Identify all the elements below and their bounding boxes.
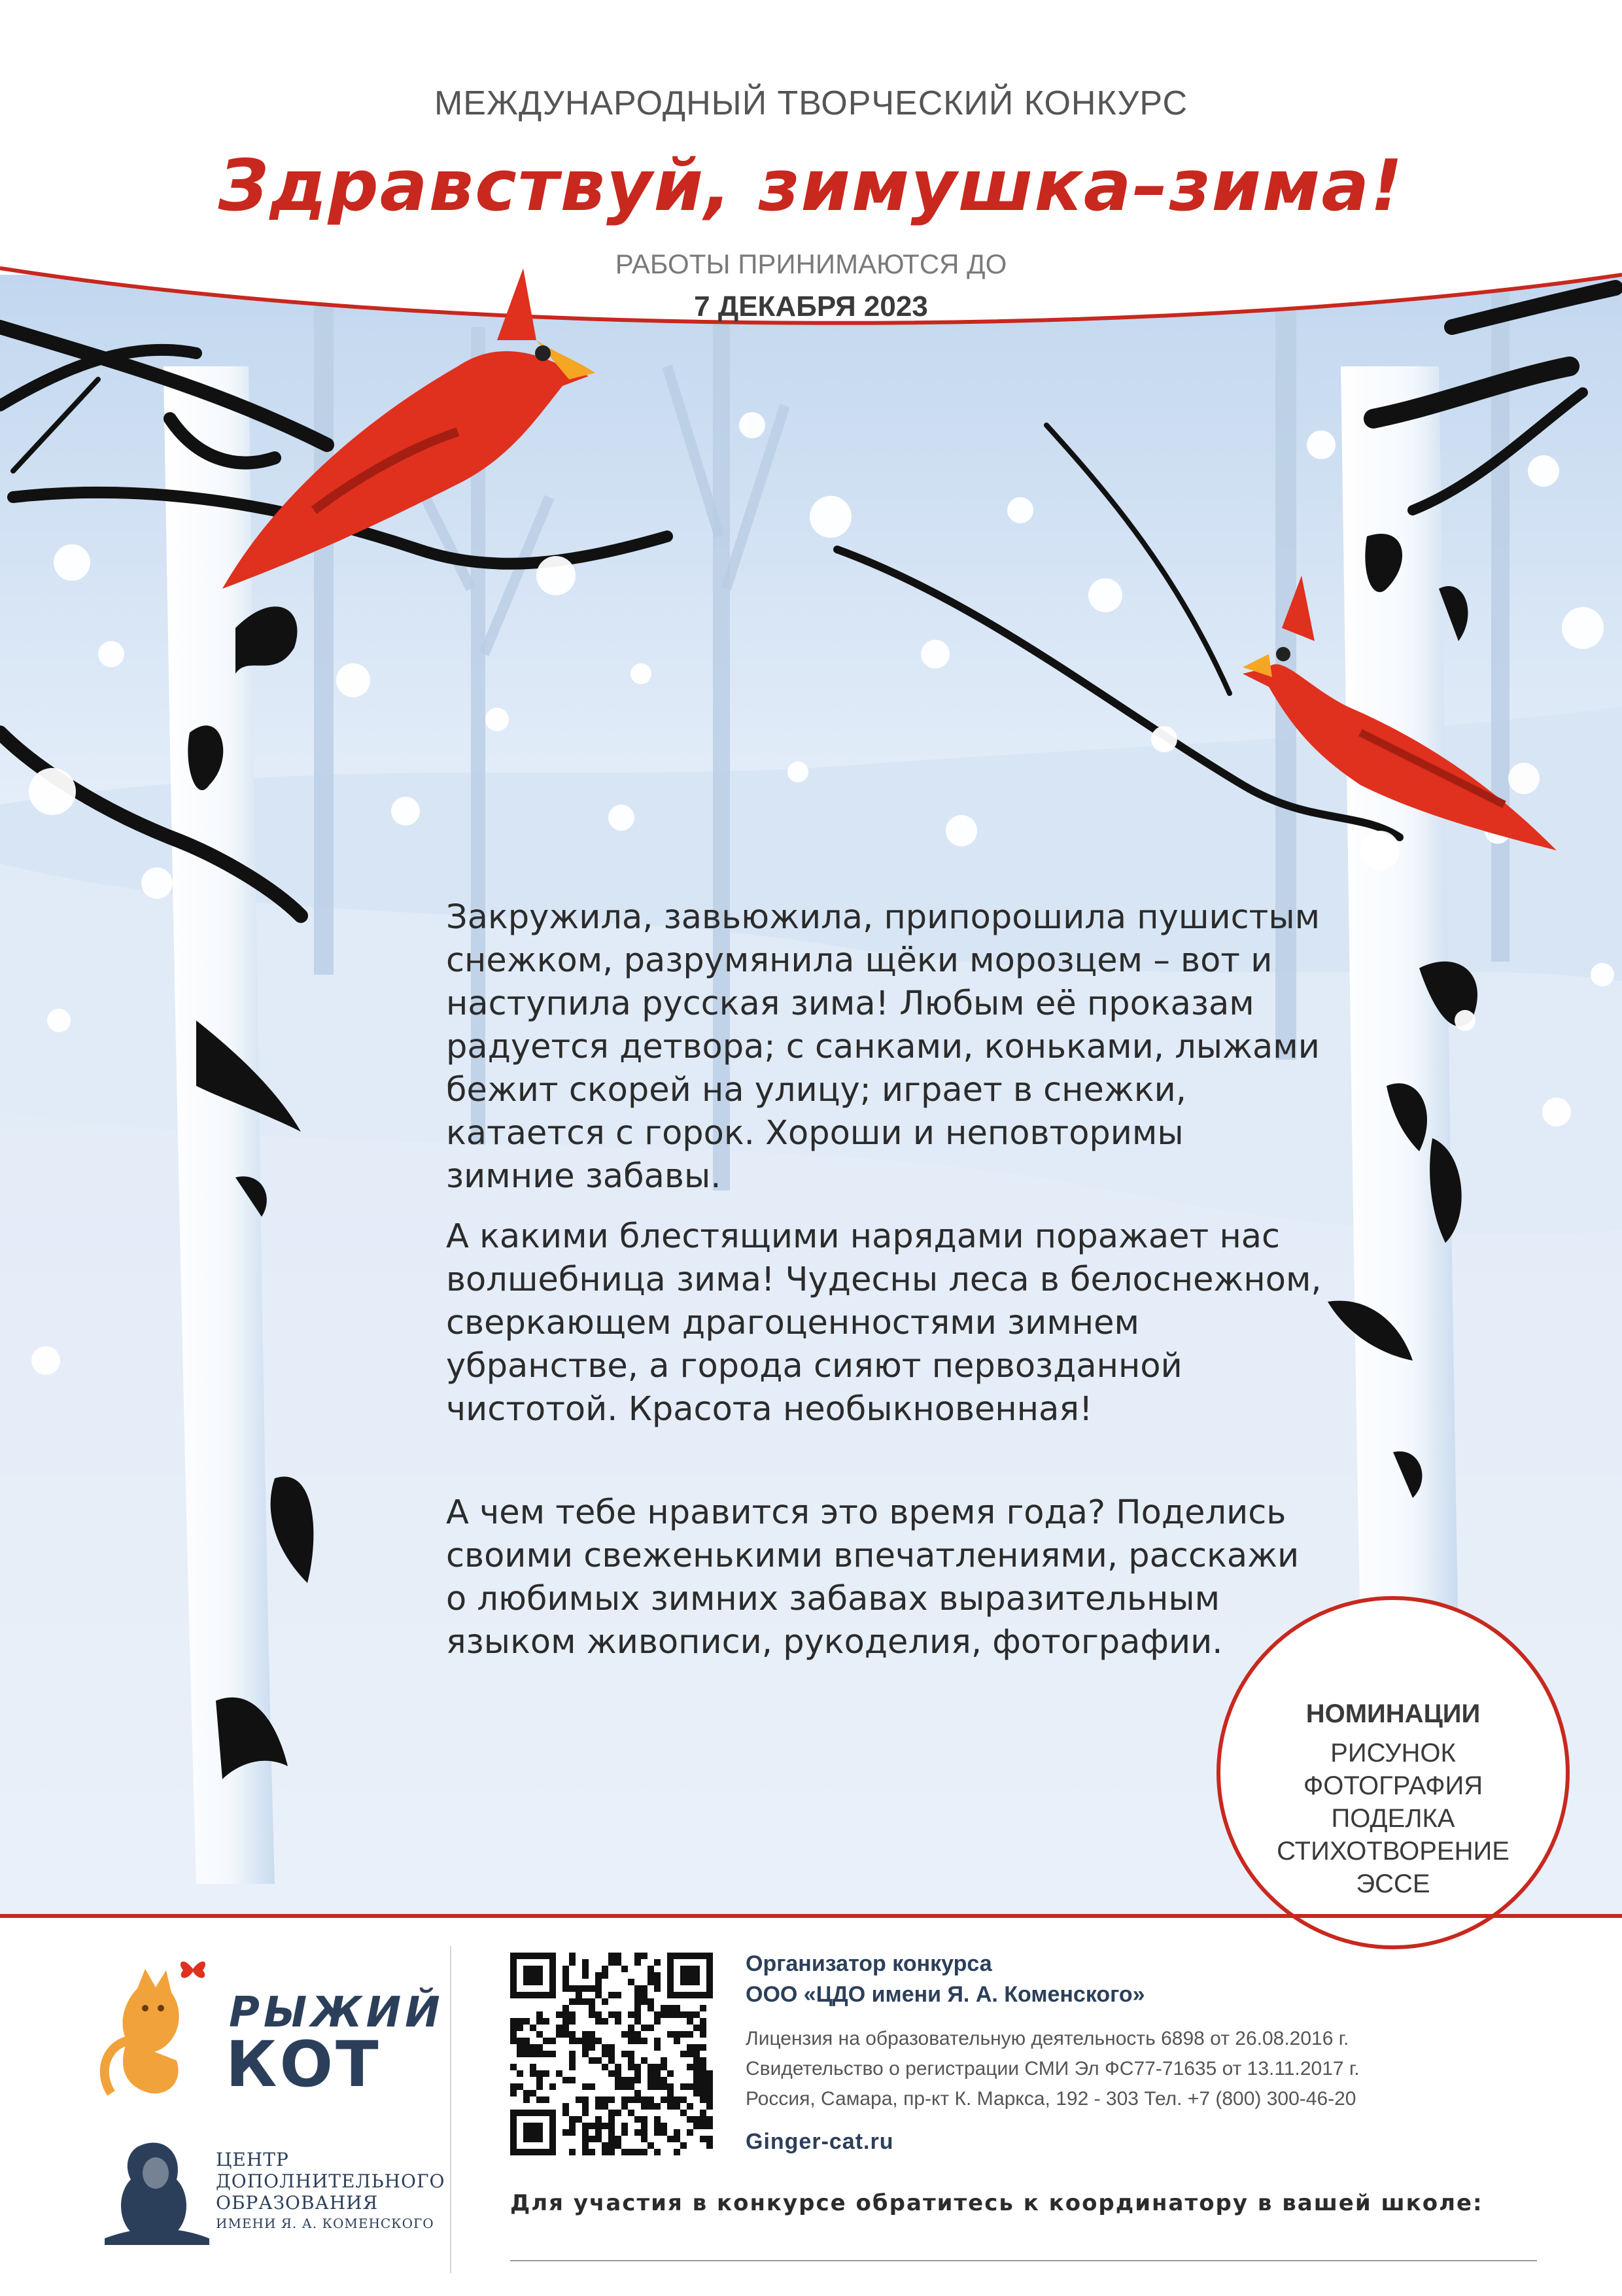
nomination-item: ФОТОГРАФИЯ	[1303, 1771, 1483, 1800]
center-name-line: ОБРАЗОВАНИЯ	[216, 2192, 379, 2214]
deadline-date: 7 ДЕКАБРЯ 2023	[694, 290, 928, 322]
nomination-item: РИСУНОК	[1330, 1739, 1456, 1767]
logo-text-bottom: КОТ	[226, 2028, 381, 2101]
license-line: Россия, Самара, пр-кт К. Маркса, 192 - 303 Тел. +7 (800) 300-46-20	[746, 2088, 1356, 2110]
organizer-label: Организатор конкурса	[746, 1951, 992, 1976]
nomination-item: ЭССЕ	[1356, 1870, 1430, 1898]
footer-vertical-divider	[450, 1946, 451, 2273]
contest-title: Здравствуй, зимушка–зима!	[218, 145, 1404, 227]
center-name-line: ИМЕНИ Я. А. КОМЕНСКОГО	[216, 2216, 434, 2231]
website-link[interactable]: Ginger-cat.ru	[746, 2129, 894, 2154]
contact-prompt: Для участия в конкурсе обратитесь к координатору в вашей школе:	[510, 2190, 1483, 2216]
logo-text-top: РЫЖИЙ	[229, 1989, 444, 2037]
nominations-circle	[1216, 1596, 1570, 1949]
contest-subtitle: МЕЖДУНАРОДНЫЙ ТВОРЧЕСКИЙ КОНКУРС	[434, 84, 1188, 122]
center-name-line: ДОПОЛНИТЕЛЬНОГО	[216, 2170, 445, 2192]
butterfly-icon	[177, 1956, 209, 1982]
coordinator-input-line	[510, 2260, 1537, 2261]
intro-paragraph-1: Закружила, завьюжила, припорошила пушистым снежком, разрумянила щёки морозцем – вот и наступила русская зима! Любым её проказам радуется детвора; с санками, коньками, лыжами бежит скорей на улицу; играет в снежки, катается с горок. Хороши и неповторимы зимние забавы.	[446, 898, 1320, 1196]
nomination-item: СТИХОТВОРЕНИЕ	[1277, 1837, 1510, 1866]
footer-separator	[0, 1914, 1622, 1918]
komensky-portrait-icon	[105, 2134, 209, 2245]
license-line: Свидетельство о регистрации СМИ Эл ФС77-71635 от 13.11.2017 г.	[746, 2058, 1360, 2079]
license-line: Лицензия на образовательную деятельность 6898 от 26.08.2016 г.	[746, 2028, 1349, 2049]
deadline-label: РАБОТЫ ПРИНИМАЮТСЯ ДО	[615, 249, 1007, 279]
nomination-item: ПОДЕЛКА	[1331, 1804, 1455, 1833]
qr-code-icon	[510, 1953, 713, 2155]
center-name-line: ЦЕНТР	[216, 2149, 289, 2170]
organizer-name: ООО «ЦДО имени Я. А. Коменского»	[746, 1982, 1145, 2007]
intro-paragraph-3: А чем тебе нравится это время года? Поделись своими свеженькими впечатлениями, расскажи о любимых зимних забавах выразительным языком живописи, рукоделия, фотографии.	[446, 1493, 1300, 1661]
nominations-title: НОМИНАЦИИ	[1305, 1699, 1481, 1728]
intro-paragraph-2: А какими блестящими нарядами поражает нас волшебница зима! Чудесны леса в белоснежном, сверкающем драгоценностями зимнем убранстве, а города сияют первозданной чистотой. Красота необыкновенная!	[446, 1217, 1322, 1429]
